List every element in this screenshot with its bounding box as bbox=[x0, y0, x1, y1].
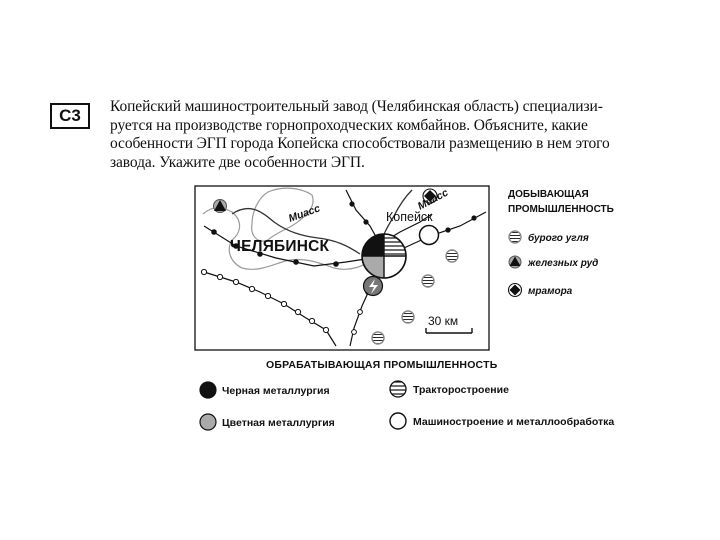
legend-item-marble bbox=[509, 284, 573, 298]
legend-label-tractor: Тракторостроение bbox=[413, 384, 509, 396]
legend-item-tractor bbox=[390, 381, 509, 397]
iron-ore-icon bbox=[214, 200, 227, 213]
task-line-3: особенности ЭГП города Копейска способствовали размещению в нем этого bbox=[110, 135, 610, 152]
legend-processing-title: ОБРАБАТЫВАЮЩАЯ ПРОМЫШЛЕННОСТЬ bbox=[266, 359, 498, 371]
river-label-miass-west: Миасс bbox=[286, 202, 322, 225]
legend-label-machine-building: Машиностроение и металлообработка bbox=[413, 416, 615, 428]
kopeysk-machine-building-icon bbox=[420, 226, 439, 245]
nonferrous-metallurgy-icon bbox=[200, 414, 216, 430]
task-number: С3 bbox=[59, 106, 81, 125]
chelyabinsk-industry-icon bbox=[362, 234, 406, 278]
legend-label-marble: мрамора bbox=[528, 286, 573, 297]
legend-item-machine-building bbox=[390, 413, 614, 429]
legend-label-nonferrous: Цветная металлургия bbox=[222, 417, 335, 429]
legend-label-iron-ore: железных руд bbox=[528, 258, 599, 269]
city-label-kopeysk: Копейск bbox=[386, 210, 433, 224]
scale-label: 30 км bbox=[428, 314, 459, 328]
tractor-building-icon bbox=[390, 381, 406, 397]
task-line-4: завода. Укажите две особенности ЭГП. bbox=[110, 153, 365, 171]
city-label-chelyabinsk: ЧЕЛЯБИНСК bbox=[230, 238, 330, 255]
task-line-2: руется на производстве горнопроходческих комбайнов. Объясните, какие bbox=[110, 116, 588, 134]
legend-mining-title-2: ПРОМЫШЛЕННОСТЬ bbox=[508, 204, 614, 215]
task-line-1: Копейский машиностроительный завод (Челябинская область) специализи- bbox=[110, 98, 603, 115]
legend-item-ferrous bbox=[200, 382, 330, 398]
legend-label-ferrous: Черная металлургия bbox=[222, 385, 330, 397]
ferrous-metallurgy-icon bbox=[200, 382, 216, 398]
river-label-miass-east: Миасс bbox=[415, 186, 451, 213]
brown-coal-icon bbox=[509, 231, 521, 243]
legend-item-nonferrous bbox=[200, 414, 335, 430]
legend-mining-title-1: ДОБЫВАЮЩАЯ bbox=[508, 189, 589, 200]
machine-building-icon bbox=[390, 413, 406, 429]
legend-item-iron-ore bbox=[509, 256, 598, 269]
legend-label-brown-coal: бурого угля bbox=[528, 233, 589, 244]
legend-item-brown-coal bbox=[509, 231, 589, 244]
power-station-icon bbox=[364, 277, 383, 296]
